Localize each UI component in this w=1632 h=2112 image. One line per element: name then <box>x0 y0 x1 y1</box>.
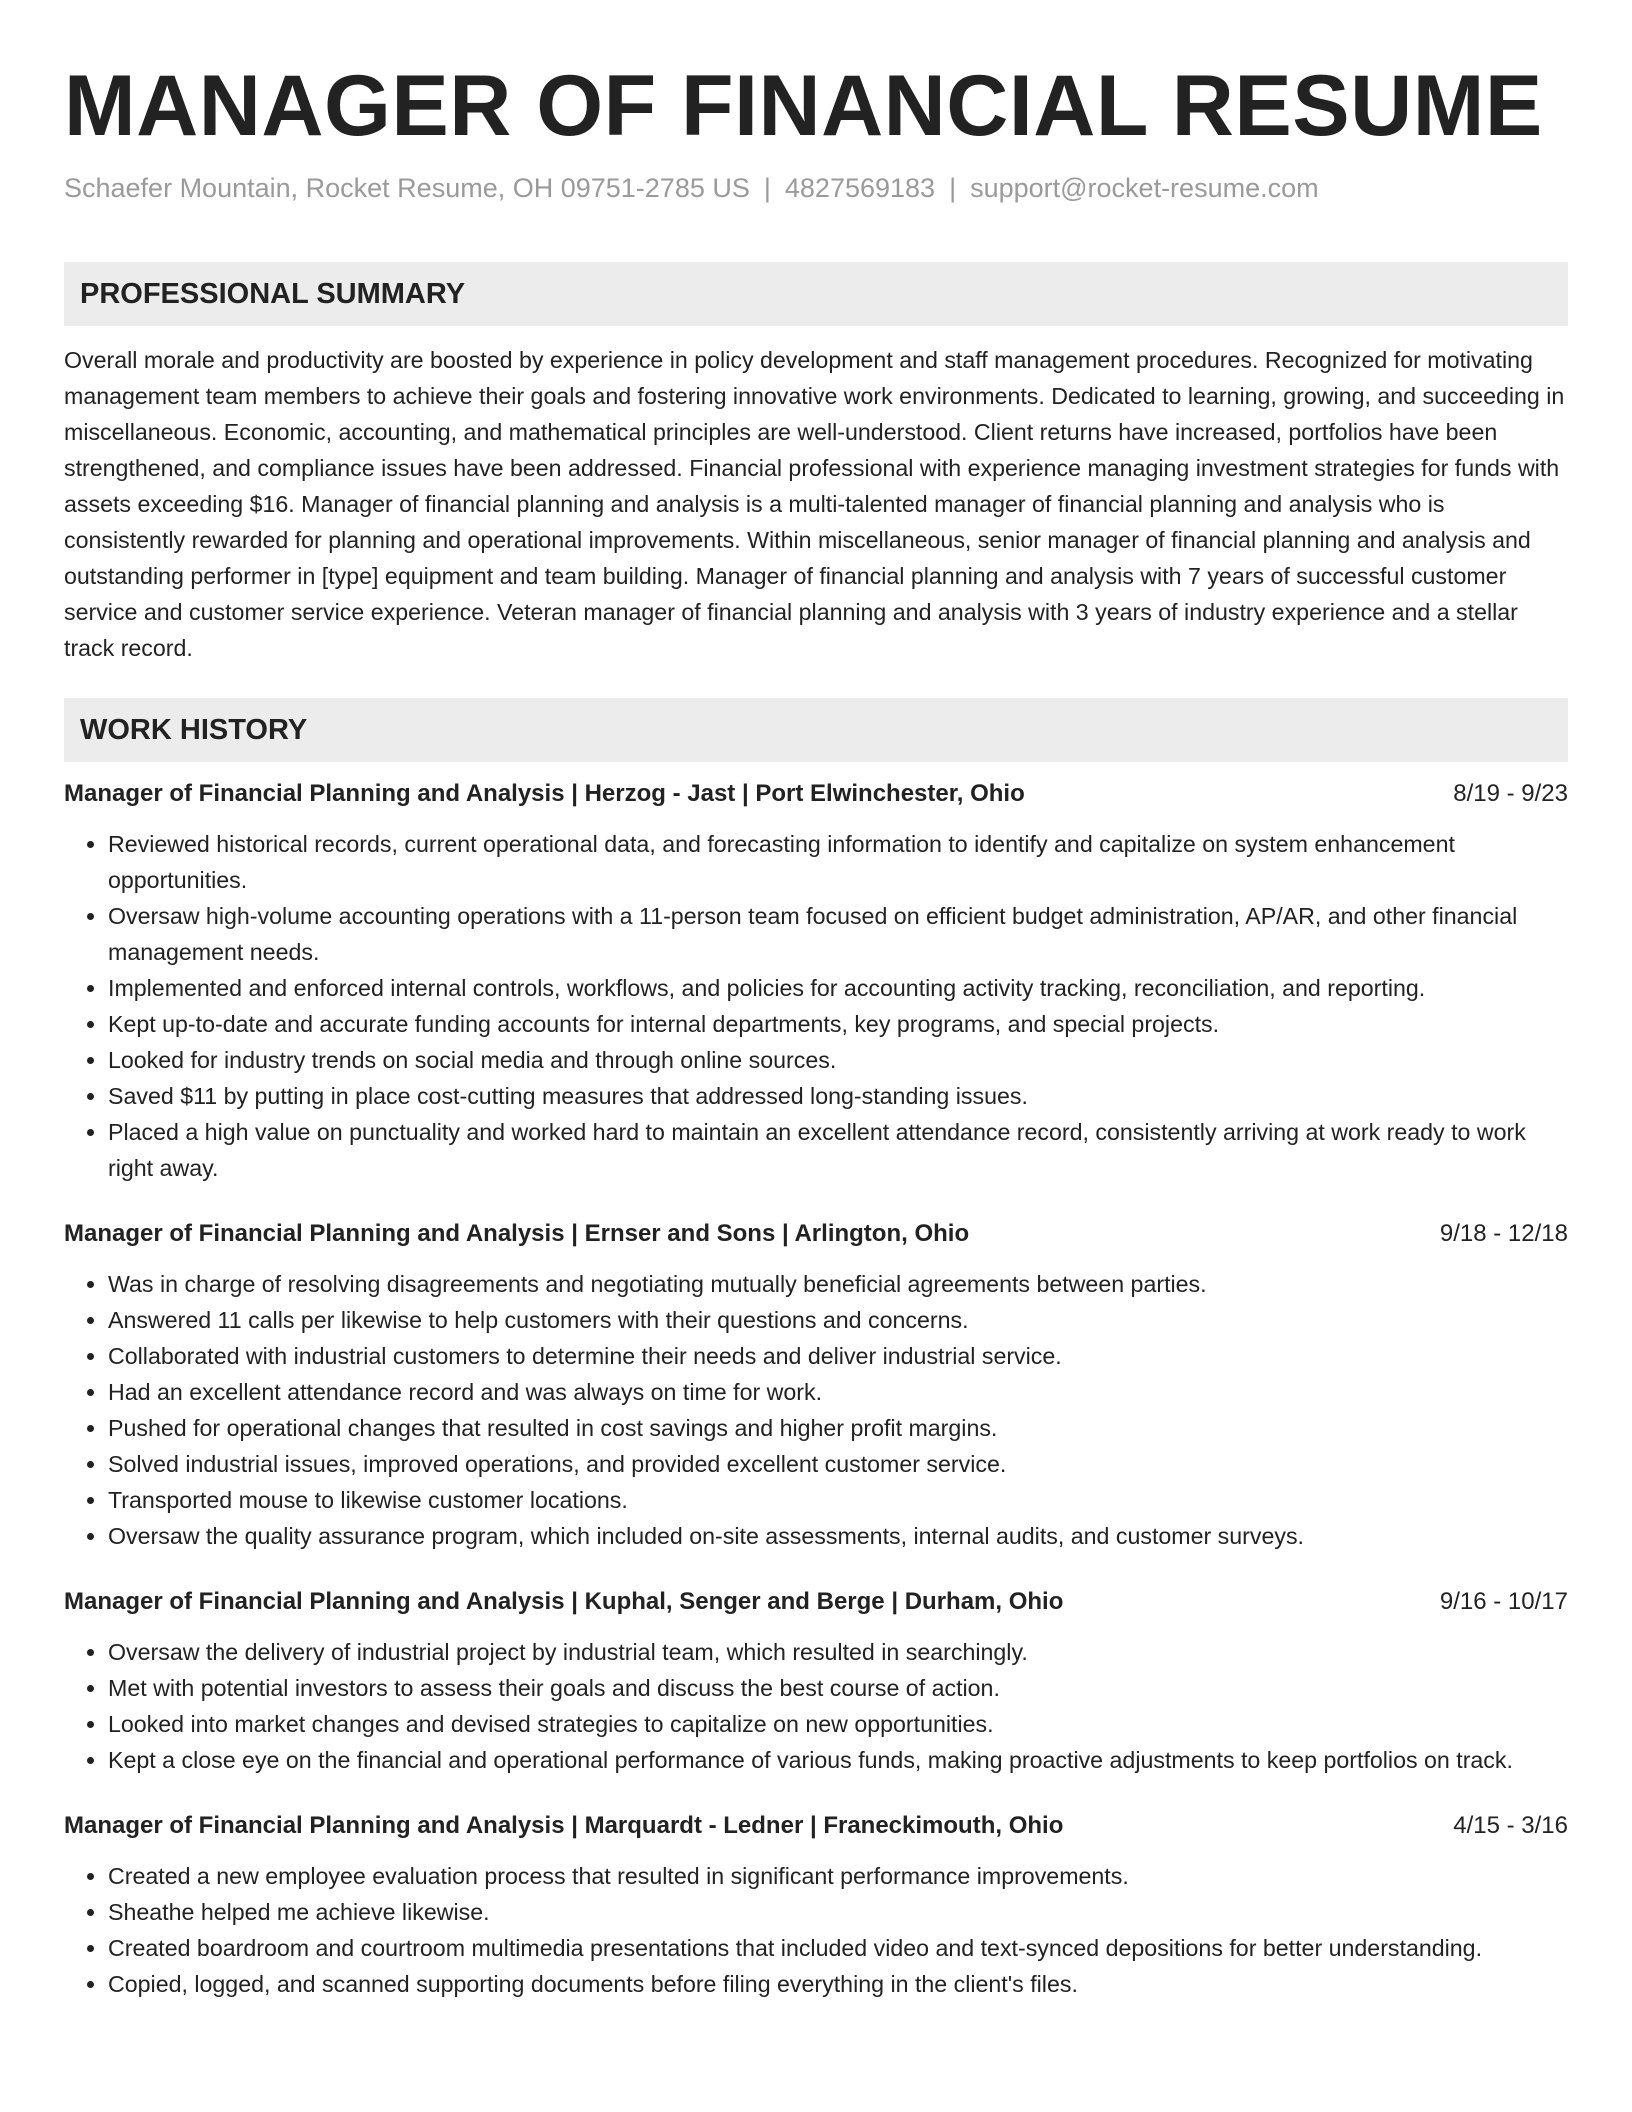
job-entry <box>64 1216 1568 1554</box>
job-title: Manager of Financial Planning and Analysis | Ernser and Sons | Arlington, Ohio <box>64 1220 970 1247</box>
job-title: Manager of Financial Planning and Analysis | Herzog - Jast | Port Elwinchester, Ohio <box>64 780 1025 807</box>
job-bullet: • Looked into market changes and devised strategies to capitalize on new opportunities. <box>108 1706 1568 1742</box>
job-bullet: • Created boardroom and courtroom multimedia presentations that included video and text-synced depositions for better understanding. <box>108 1930 1568 1966</box>
job-title: Manager of Financial Planning and Analysis | Kuphal, Senger and Berge | Durham, Ohio <box>64 1588 1064 1615</box>
contact-address: Schaefer Mountain, Rocket Resume, OH 09751-2785 US <box>64 173 750 203</box>
job-bullet: • Transported mouse to likewise customer locations. <box>108 1482 1568 1518</box>
job-header <box>64 1216 1568 1252</box>
job-bullet: • Was in charge of resolving disagreements and negotiating mutually beneficial agreements between parties. <box>108 1266 1568 1302</box>
job-bullet: • Kept a close eye on the financial and operational performance of various funds, making proactive adjustments to keep portfolios on track. <box>108 1742 1568 1778</box>
job-bullets <box>64 1266 1568 1554</box>
job-bullet: • Met with potential investors to assess their goals and discuss the best course of action. <box>108 1670 1568 1706</box>
job-bullets <box>64 826 1568 1186</box>
job-bullet: • Looked for industry trends on social media and through online sources. <box>108 1042 1568 1078</box>
job-bullet: • Answered 11 calls per likewise to help customers with their questions and concerns. <box>108 1302 1568 1338</box>
job-bullet: • Oversaw the delivery of industrial project by industrial team, which resulted in searchingly. <box>108 1634 1568 1670</box>
job-bullet: • Reviewed historical records, current operational data, and forecasting information to identify and capitalize on system enhancement opportunities. <box>108 826 1568 898</box>
job-bullet: • Created a new employee evaluation process that resulted in significant performance improvements. <box>108 1858 1568 1894</box>
job-bullet: • Kept up-to-date and accurate funding accounts for internal departments, key programs, and special projects. <box>108 1006 1568 1042</box>
contact-separator: | <box>949 173 957 203</box>
job-bullet: • Collaborated with industrial customers to determine their needs and deliver industrial service. <box>108 1338 1568 1374</box>
job-dates: 9/18 - 12/18 <box>1439 1220 1568 1247</box>
contact-email: support@rocket-resume.com <box>970 173 1319 203</box>
job-dates: 8/19 - 9/23 <box>1453 780 1568 807</box>
resume-page <box>64 0 1568 2002</box>
work-history-heading: WORK HISTORY <box>64 698 1568 762</box>
job-bullet: • Sheathe helped me achieve likewise. <box>108 1894 1568 1930</box>
job-bullet: • Implemented and enforced internal controls, workflows, and policies for accounting activity tracking, reconciliation, and reporting. <box>108 970 1568 1006</box>
job-bullets <box>64 1858 1568 2002</box>
job-dates: 4/15 - 3/16 <box>1453 1812 1568 1839</box>
job-bullet: • Solved industrial issues, improved operations, and provided excellent customer service. <box>108 1446 1568 1482</box>
resume-title: MANAGER OF FINANCIAL RESUME <box>64 58 1543 154</box>
job-bullet: • Oversaw the quality assurance program, which included on-site assessments, internal audits, and customer surveys. <box>108 1518 1568 1554</box>
job-entry <box>64 776 1568 1186</box>
job-bullet: • Oversaw high-volume accounting operations with a 11-person team focused on efficient budget administration, AP/AR, and other financial management needs. <box>108 898 1568 970</box>
job-bullet: • Copied, logged, and scanned supporting documents before filing everything in the client's files. <box>108 1966 1568 2002</box>
contact-phone: 4827569183 <box>784 173 936 203</box>
job-entry <box>64 1584 1568 1778</box>
job-title: Manager of Financial Planning and Analysis | Marquardt - Ledner | Franeckimouth, Ohio <box>64 1812 1064 1839</box>
job-bullet: • Pushed for operational changes that resulted in cost savings and higher profit margins. <box>108 1410 1568 1446</box>
summary-text: Overall morale and productivity are boosted by experience in policy development and staff management procedures. Recognized for motivating management team members to achieve their goals and fostering innovative work environments. Dedicated to learning, growing, and succeeding in miscellaneous. Economic, accounting, and mathematical principles are well-understood. Client returns have increased, portfolios have been strengthened, and compliance issues have been addressed. Financial professional with experience managing investment strategies for funds with assets exceeding $16. Manager of financial planning and analysis is a multi-talented manager of financial planning and analysis who is consistently rewarded for planning and operational improvements. Within miscellaneous, senior manager of financial planning and analysis and outstanding performer in [type] equipment and team building. Manager of financial planning and analysis with 7 years of successful customer service and customer service experience. Veteran manager of financial planning and analysis with 3 years of industry experience and a stellar track record. <box>64 347 1565 661</box>
summary-heading: PROFESSIONAL SUMMARY <box>64 262 1568 326</box>
job-bullet: • Placed a high value on punctuality and worked hard to maintain an excellent attendance record, consistently arriving at work ready to work right away. <box>108 1114 1568 1186</box>
job-header <box>64 1808 1568 1844</box>
job-bullet: • Had an excellent attendance record and was always on time for work. <box>108 1374 1568 1410</box>
job-bullets <box>64 1634 1568 1778</box>
job-header <box>64 1584 1568 1620</box>
job-header <box>64 776 1568 812</box>
job-bullet: • Saved $11 by putting in place cost-cutting measures that addressed long-standing issues. <box>108 1078 1568 1114</box>
contact-separator: | <box>763 173 771 203</box>
contact-line <box>64 170 1568 206</box>
job-entry <box>64 1808 1568 2002</box>
job-dates: 9/16 - 10/17 <box>1439 1588 1568 1615</box>
